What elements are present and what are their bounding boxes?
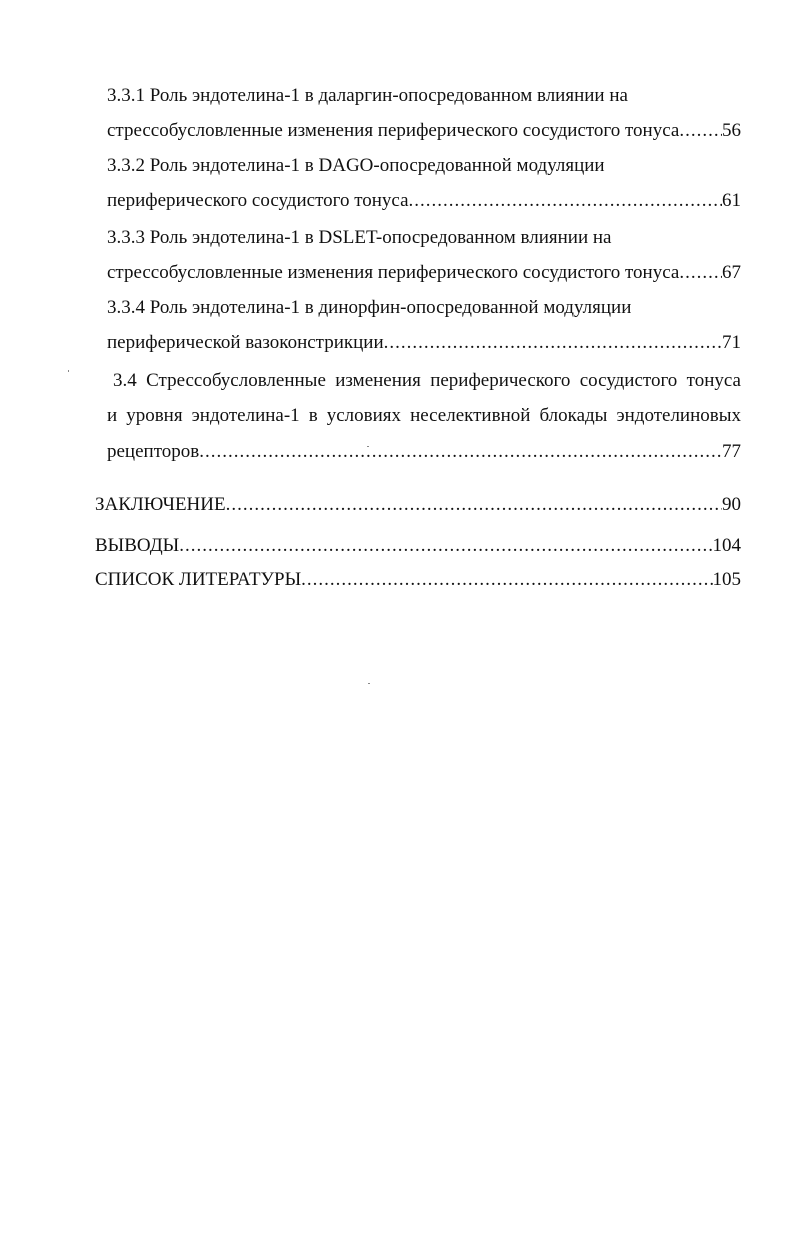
toc-entry-3-4-line3 xyxy=(107,439,741,465)
toc-leader-dots xyxy=(384,330,722,356)
toc-entry-3-3-3-line2 xyxy=(107,260,741,286)
toc-word: Стрессобусловленные xyxy=(146,370,326,391)
toc-word: 3.4 xyxy=(113,370,137,391)
toc-page-number: 90 xyxy=(722,494,741,515)
toc-leader-dots xyxy=(199,439,722,465)
toc-entry-text: ЗАКЛЮЧЕНИЕ xyxy=(95,494,226,515)
toc-word: периферического xyxy=(430,370,571,391)
toc-entry-3-3-4-line1: 3.3.4 Роль эндотелина-1 в динорфин-опосредованной модуляции xyxy=(107,297,632,318)
toc-leader-dots xyxy=(409,188,722,214)
toc-word: в xyxy=(308,405,318,426)
toc-entry-text: СПИСОК ЛИТЕРАТУРЫ xyxy=(95,569,302,590)
toc-entry-text: ВЫВОДЫ xyxy=(95,535,180,556)
toc-leader-dots xyxy=(301,567,712,593)
toc-entry-3-3-4-line2 xyxy=(107,330,741,356)
toc-entry-3-3-1-line1: 3.3.1 Роль эндотелина-1 в даларгин-опосредованном влиянии на xyxy=(107,85,628,106)
toc-word: эндотелиновых xyxy=(616,405,741,426)
toc-entry-3-4-line2 xyxy=(107,403,741,429)
toc-page-number: 61 xyxy=(722,190,741,211)
toc-leader-dots xyxy=(226,492,722,518)
toc-page-number: 105 xyxy=(712,569,741,590)
toc-entry-3-3-1-line2 xyxy=(107,118,741,144)
toc-entry-3-4-line1 xyxy=(113,368,741,394)
toc-word: условиях xyxy=(326,405,402,426)
toc-word: сосудистого xyxy=(579,370,678,391)
scan-speck xyxy=(68,370,69,372)
toc-entry-text: стрессобусловленные изменения периферического сосудистого тонуса xyxy=(107,262,680,283)
toc-word: и xyxy=(107,405,118,426)
toc-entry-3-3-2-line2 xyxy=(107,188,741,214)
toc-entry-text: периферической вазоконстрикции xyxy=(107,332,384,353)
toc-entry-3-3-3-line1: 3.3.3 Роль эндотелина-1 в DSLET-опосредованном влиянии на xyxy=(107,227,612,248)
toc-word: уровня xyxy=(126,405,183,426)
toc-page-number: 71 xyxy=(722,332,741,353)
toc-page-number: 56 xyxy=(722,120,741,141)
scan-speck xyxy=(367,446,369,447)
toc-word: тонуса xyxy=(686,370,741,391)
toc-word: блокады xyxy=(539,405,608,426)
toc-entry-findings xyxy=(95,533,741,559)
toc-page-number: 77 xyxy=(722,441,741,462)
toc-entry-3-3-2-line1: 3.3.2 Роль эндотелина-1 в DAGO-опосредованной модуляции xyxy=(107,155,605,176)
toc-page-number: 67 xyxy=(722,262,741,283)
toc-entry-text: рецепторов xyxy=(107,441,200,462)
toc-entry-references xyxy=(95,567,741,593)
toc-leader-dots xyxy=(679,260,722,286)
scan-speck xyxy=(368,683,370,684)
toc-leader-dots xyxy=(679,118,722,144)
toc-entry-text: стрессобусловленные изменения периферического сосудистого тонуса xyxy=(107,120,680,141)
toc-entry-text: периферического сосудистого тонуса xyxy=(107,190,409,211)
toc-leader-dots xyxy=(179,533,712,559)
toc-entry-conclusion xyxy=(95,492,741,518)
toc-word: неселективной xyxy=(410,405,531,426)
toc-page-number: 104 xyxy=(712,535,741,556)
toc-word: эндотелина-1 xyxy=(191,405,300,426)
toc-word: изменения xyxy=(335,370,421,391)
